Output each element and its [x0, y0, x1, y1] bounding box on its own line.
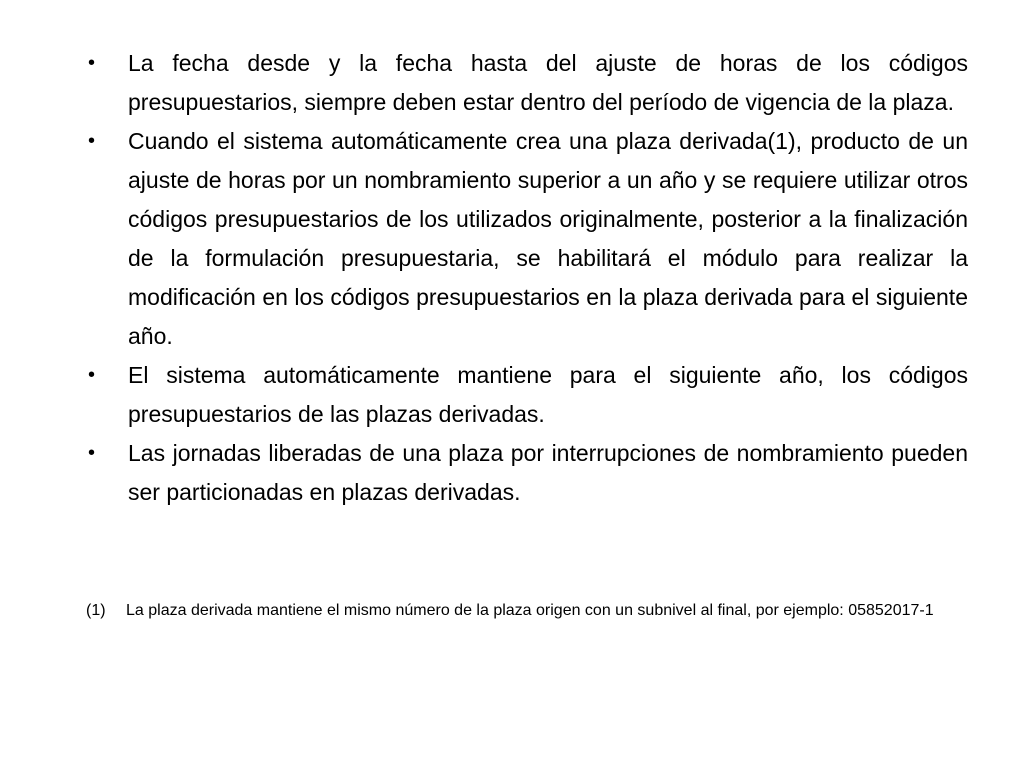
bullet-list — [86, 44, 968, 512]
bullet-item-jornadas-liberadas — [86, 434, 968, 512]
bullet-text: Cuando el sistema automáticamente crea una plaza derivada(1), producto de un ajuste de horas por un nombramiento superior a un año y se requiere utilizar otros códigos presupuestarios de los utilizados originalmente, posterior a la finalización de la formulación presupuestaria, se habilitará el módulo para realizar la modificación en los códigos presupuestarios en la plaza derivada para el siguiente año. — [128, 128, 968, 349]
bullet-item-vigencia — [86, 44, 968, 122]
bullet-text: La fecha desde y la fecha hasta del ajuste de horas de los códigos presupuestarios, siempre deben estar dentro del período de vigencia de la plaza. — [128, 50, 968, 115]
bullet-text: Las jornadas liberadas de una plaza por interrupciones de nombramiento pueden ser particionadas en plazas derivadas. — [128, 440, 968, 505]
footnote — [86, 601, 946, 620]
bullet-item-mantiene-codigos — [86, 356, 968, 434]
footnote-text: La plaza derivada mantiene el mismo número de la plaza origen con un subnivel al final, por ejemplo: 05852017-1 — [126, 602, 934, 619]
bullet-item-plaza-derivada — [86, 122, 968, 356]
bullet-marker: • — [88, 442, 96, 464]
bullet-text: El sistema automáticamente mantiene para el siguiente año, los códigos presupuestarios de las plazas derivadas. — [128, 362, 968, 427]
bullet-marker: • — [88, 130, 96, 152]
bullet-marker: • — [88, 52, 96, 74]
bullet-marker: • — [88, 364, 96, 386]
footnote-marker: (1) — [86, 602, 106, 619]
